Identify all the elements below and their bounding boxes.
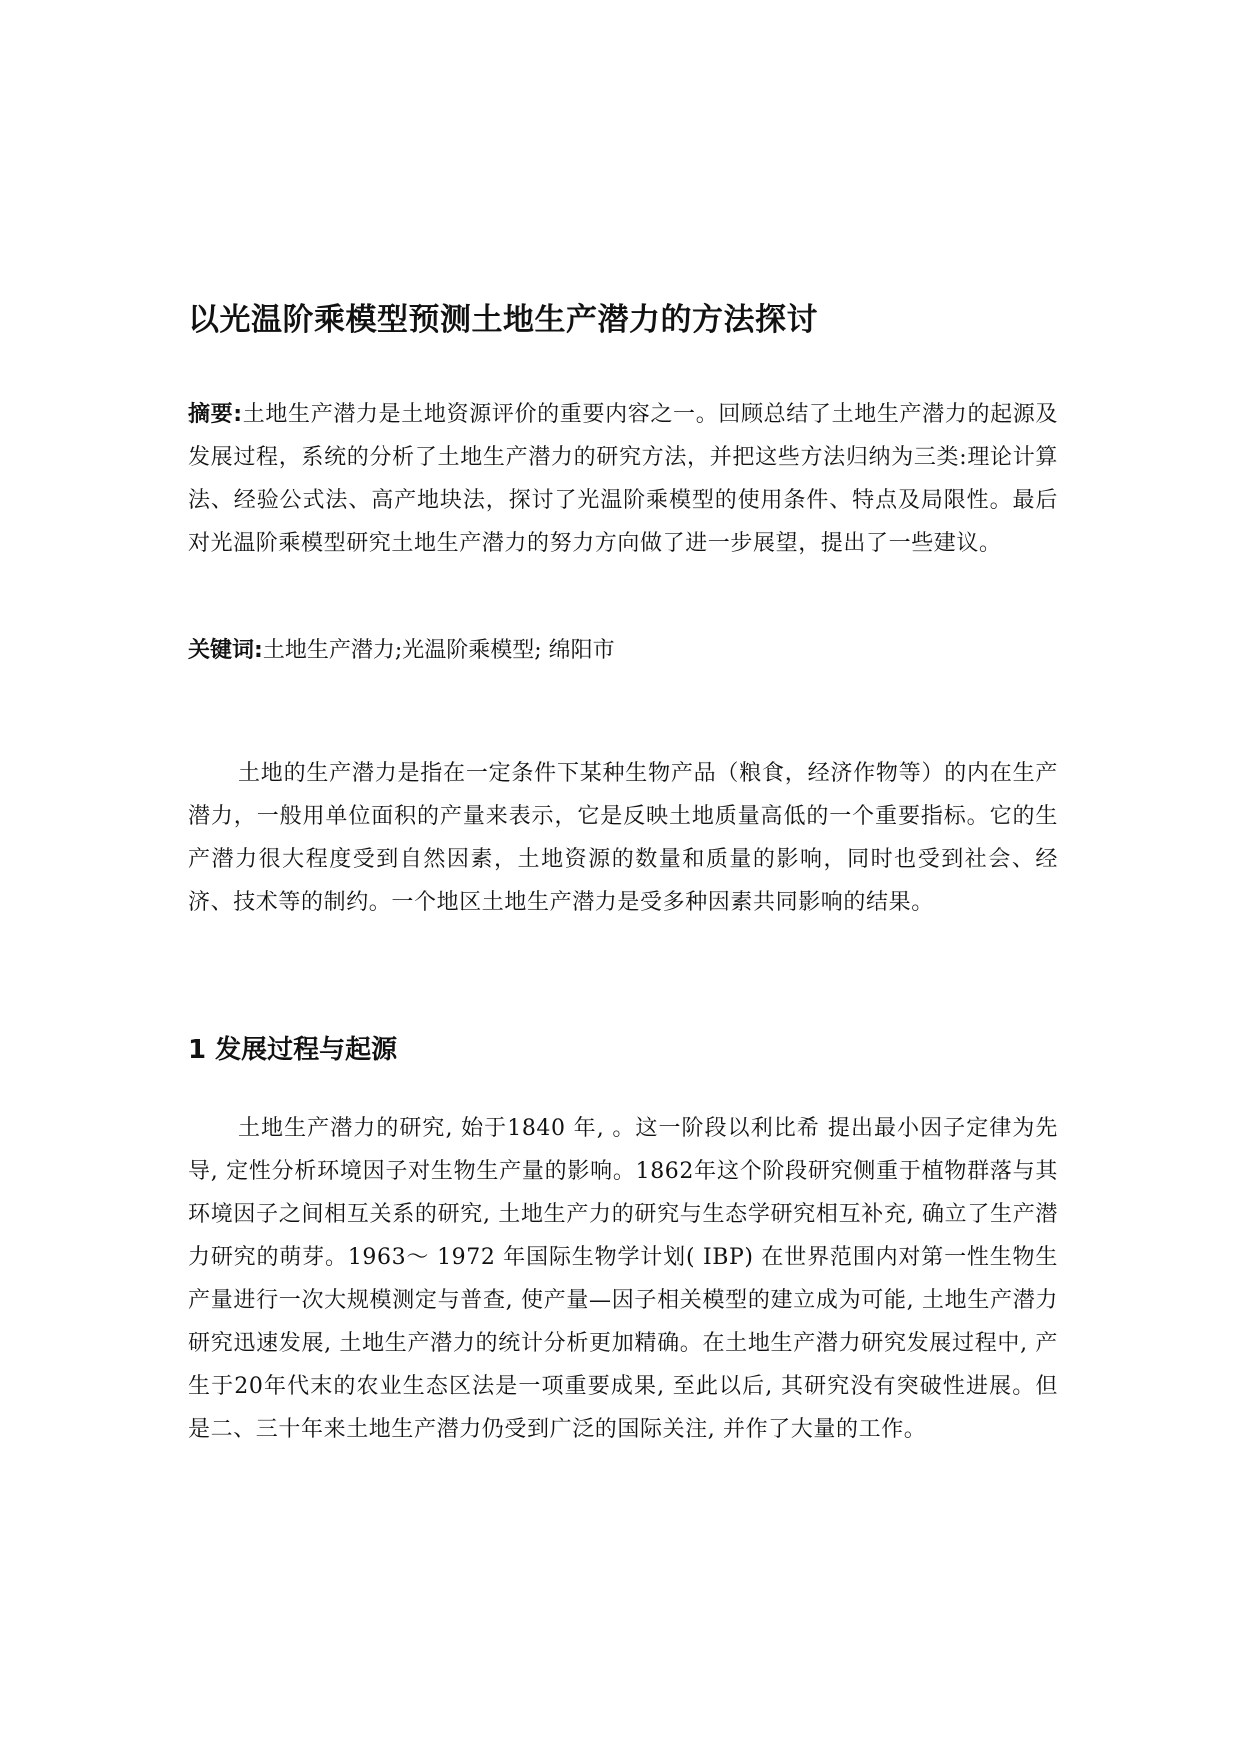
abstract-label: 摘要: xyxy=(188,402,243,427)
section-1-paragraph: 土地生产潜力的研究, 始于1840 年, 。这一阶段以利比希 提出最小因子定律为先导, 定性分析环境因子对生物生产量的影响。1862年这个阶段研究侧重于植物群落与其环境因子之间相互关系的研究, 土地生产力的研究与生态学研究相互补充, 确立了生产潜力研究的萌芽。1963～ 1972 年国际生物学计划( IBP) 在世界范围内对第一性生物生产量进行一次大规模测定与普查, 使产量—因子相关模型的建立成为可能, 土地生产潜力研究迅速发展, 土地生产潜力的统计分析更加精确。在土地生产潜力研究发展过程中, 产生于20年代末的农业生态区法是一项重要成果, 至此以后, 其研究没有突破性进展。但是二、三十年来土地生产潜力仍受到广泛的国际关注, 并作了大量的工作。 xyxy=(188,1116,1058,1442)
abstract-text: 土地生产潜力是土地资源评价的重要内容之一。回顾总结了土地生产潜力的起源及发展过程，系统的分析了土地生产潜力的研究方法，并把这些方法归纳为三类:理论计算法、经验公式法、高产地块法，探讨了光温阶乘模型的使用条件、特点及局限性。最后对光温阶乘模型研究土地生产潜力的努力方向做了进一步展望，提出了一些建议。 xyxy=(188,402,1058,556)
section-1-heading: 1 发展过程与起源 xyxy=(188,1035,398,1065)
document-title: 以光温阶乘模型预测土地生产潜力的方法探讨 xyxy=(188,302,818,338)
abstract xyxy=(188,393,1058,565)
intro-paragraph: 土地的生产潜力是指在一定条件下某种生物产品（粮食，经济作物等）的内在生产潜力，一般用单位面积的产量来表示，它是反映土地质量高低的一个重要指标。它的生产潜力很大程度受到自然因素，土地资源的数量和质量的影响，同时也受到社会、经济、技术等的制约。一个地区土地生产潜力是受多种因素共同影响的结果。 xyxy=(188,761,1058,915)
keywords xyxy=(188,629,1058,672)
keywords-label: 关键词: xyxy=(188,638,263,663)
keywords-text: 土地生产潜力;光温阶乘模型; 绵阳市 xyxy=(262,638,615,663)
